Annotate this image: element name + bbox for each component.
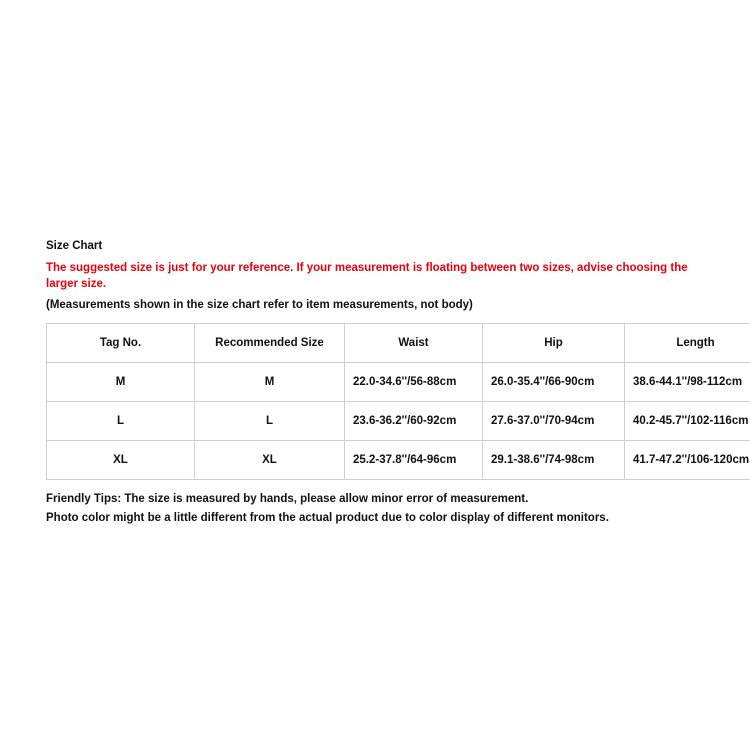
cell-tag-no: L [47, 402, 195, 441]
table-row [47, 402, 750, 441]
size-chart-table [46, 323, 750, 480]
size-chart-content [46, 238, 750, 527]
measurement-note: (Measurements shown in the size chart refer to item measurements, not body) [46, 299, 473, 312]
column-header-length: Length [625, 324, 750, 363]
column-header-tag-no: Tag No. [47, 324, 195, 363]
cell-hip: 26.0-35.4''/66-90cm [483, 363, 625, 402]
cell-length: 38.6-44.1''/98-112cm [625, 363, 750, 402]
friendly-tips [46, 490, 706, 527]
cell-waist: 25.2-37.8''/64-96cm [345, 441, 483, 480]
column-header-waist: Waist [345, 324, 483, 363]
cell-waist: 23.6-36.2''/60-92cm [345, 402, 483, 441]
cell-hip: 29.1-38.6''/74-98cm [483, 441, 625, 480]
cell-recommended-size: M [195, 363, 345, 402]
column-header-recommended-size: Recommended Size [195, 324, 345, 363]
cell-length: 41.7-47.2''/106-120cm [625, 441, 750, 480]
tips-line-color: Photo color might be a little different from the actual product due to color display of different monitors. [46, 511, 609, 524]
cell-tag-no: XL [47, 441, 195, 480]
table-header-row [47, 324, 750, 363]
table-row [47, 363, 750, 402]
page-title: Size Chart [46, 240, 103, 252]
cell-waist: 22.0-34.6''/56-88cm [345, 363, 483, 402]
table-row [47, 441, 750, 480]
cell-recommended-size: XL [195, 441, 345, 480]
cell-tag-no: M [47, 363, 195, 402]
cell-hip: 27.6-37.0''/70-94cm [483, 402, 625, 441]
size-warning-text: The suggested size is just for your reference. If your measurement is floating between two sizes, advise choosing the larger size. [46, 261, 688, 290]
column-header-hip: Hip [483, 324, 625, 363]
cell-length: 40.2-45.7''/102-116cm [625, 402, 750, 441]
tips-line-measurement: Friendly Tips: The size is measured by hands, please allow minor error of measurement. [46, 493, 529, 505]
cell-recommended-size: L [195, 402, 345, 441]
